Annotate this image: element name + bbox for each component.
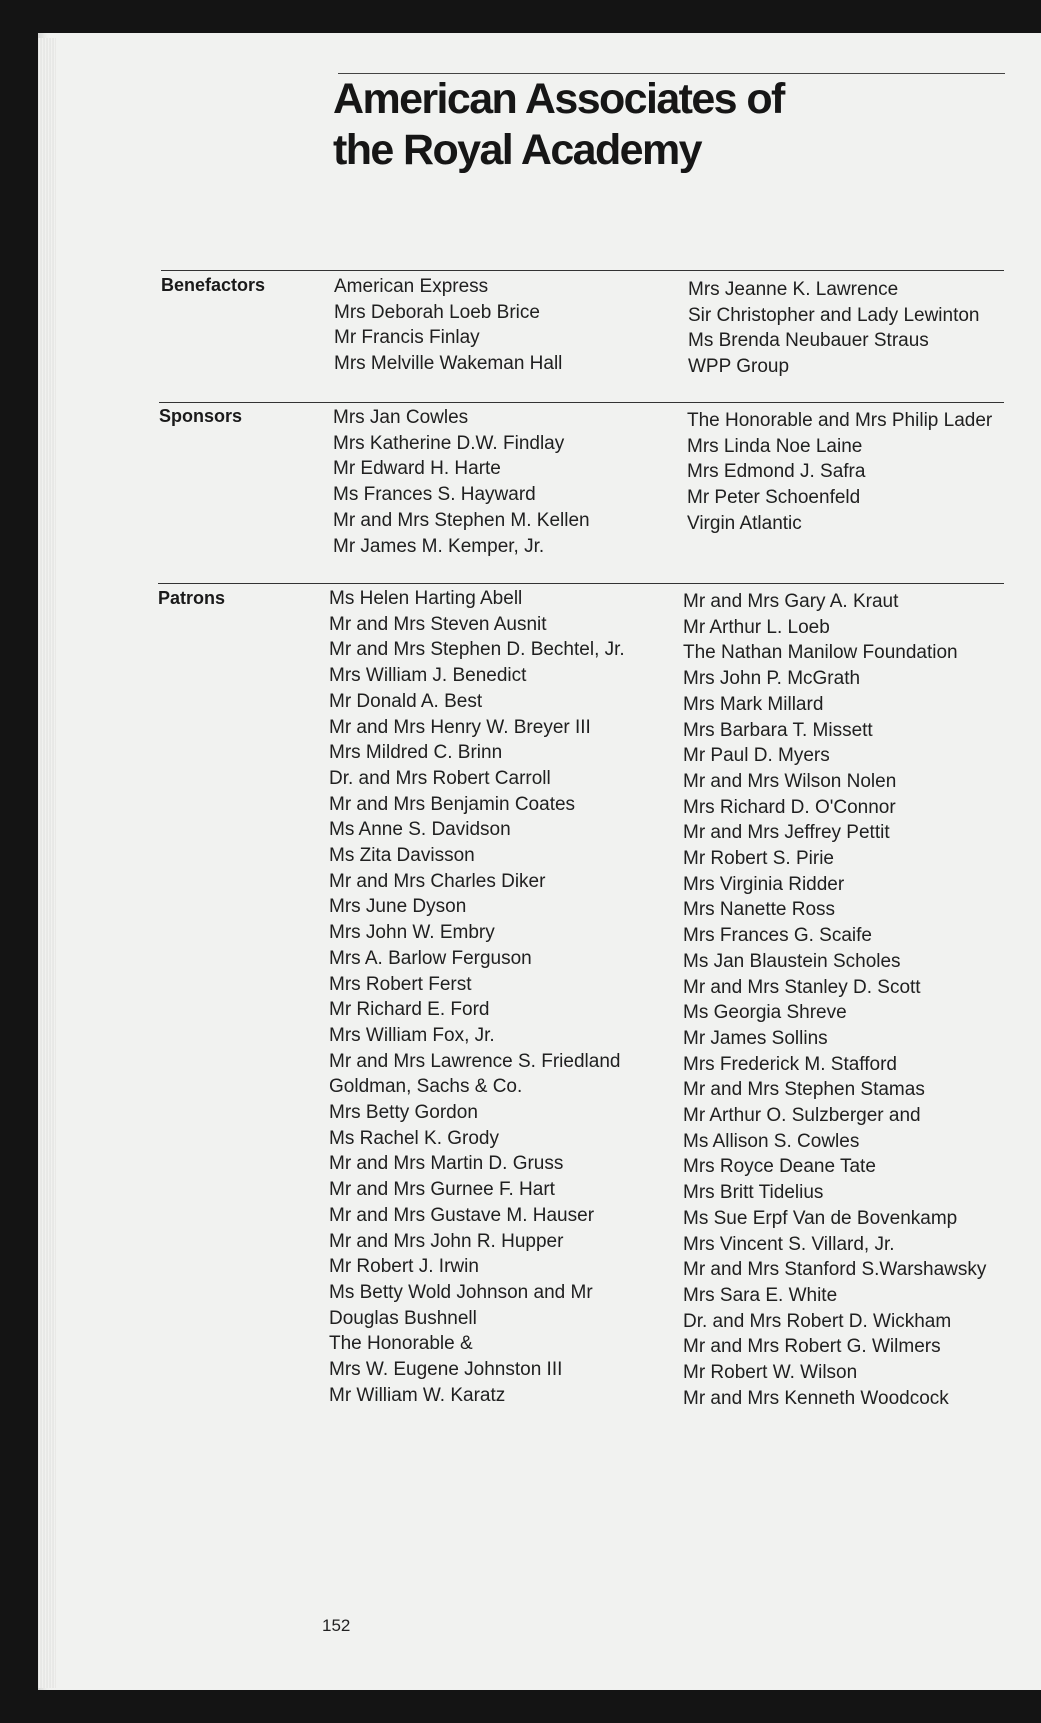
list-item: Mr and Mrs Stephen M. Kellen xyxy=(333,509,590,531)
page-edges xyxy=(38,38,56,1688)
list-item: Ms Allison S. Cowles xyxy=(683,1130,860,1152)
list-item: Mrs Katherine D.W. Findlay xyxy=(333,432,565,454)
list-item: Ms Zita Davisson xyxy=(329,845,475,867)
list-item: Mrs Mildred C. Brinn xyxy=(329,742,503,764)
list-item: Mr and Mrs Stanley D. Scott xyxy=(683,976,921,998)
list-item: Mr and Mrs Stephen Stamas xyxy=(683,1079,925,1101)
list-item: Mr Paul D. Myers xyxy=(683,745,830,767)
list-item: Mr and Mrs Henry W. Breyer III xyxy=(329,716,591,738)
list-item: Mrs Deborah Loeb Brice xyxy=(334,301,540,323)
sponsors-rule xyxy=(159,402,1004,403)
list-item: Ms Betty Wold Johnson and Mr xyxy=(329,1281,593,1303)
list-item: Mr and Mrs Robert G. Wilmers xyxy=(683,1336,941,1358)
patrons-right-column xyxy=(683,589,986,1412)
list-item: The Honorable & xyxy=(329,1333,473,1355)
patrons-label: Patrons xyxy=(158,588,226,608)
sponsors-left-column xyxy=(333,405,590,559)
benefactors-rule xyxy=(161,270,1004,271)
list-item: Mr and Mrs Charles Diker xyxy=(329,870,546,892)
list-item: Mr and Mrs Wilson Nolen xyxy=(683,770,897,792)
list-item: Mr and Mrs Gary A. Kraut xyxy=(683,591,899,612)
list-item: Mrs A. Barlow Ferguson xyxy=(329,947,532,969)
list-item: Ms Brenda Neubauer Straus xyxy=(688,330,929,352)
list-item: Mr and Mrs Jeffrey Pettit xyxy=(683,822,890,844)
list-item: Mrs Betty Gordon xyxy=(329,1102,478,1124)
list-item: WPP Group xyxy=(688,356,790,378)
list-item: Mr Francis Finlay xyxy=(334,327,480,349)
benefactors-label: Benefactors xyxy=(161,275,266,295)
list-item: Mr James Sollins xyxy=(683,1027,828,1049)
list-item: Mrs John W. Embry xyxy=(329,922,495,944)
list-item: Mrs Royce Deane Tate xyxy=(683,1156,876,1178)
list-item: Mrs Jan Cowles xyxy=(333,407,469,428)
list-item: Mr and Mrs Kenneth Woodcock xyxy=(683,1387,949,1409)
list-item: The Honorable and Mrs Philip Lader xyxy=(687,410,993,431)
list-item: Ms Frances S. Hayward xyxy=(333,484,536,506)
list-item: Mrs Frances G. Scaife xyxy=(683,925,872,947)
list-item: Mrs Melville Wakeman Hall xyxy=(334,353,563,375)
list-item: Douglas Bushnell xyxy=(329,1307,477,1329)
list-item: Mrs William J. Benedict xyxy=(329,665,527,687)
list-item: Mrs W. Eugene Johnston III xyxy=(329,1359,563,1381)
list-item: Virgin Atlantic xyxy=(687,512,802,534)
list-item: Ms Sue Erpf Van de Bovenkamp xyxy=(683,1207,958,1229)
list-item: Mrs Linda Noe Laine xyxy=(687,435,863,457)
page-title xyxy=(333,74,993,176)
patrons-rule xyxy=(158,583,1004,584)
patrons-left-column xyxy=(329,586,625,1409)
list-item: Mrs Mark Millard xyxy=(683,693,824,715)
list-item: Mr Robert W. Wilson xyxy=(683,1362,858,1384)
list-item: Mrs Robert Ferst xyxy=(329,973,472,995)
title-line-1: American Associates of xyxy=(333,75,784,123)
list-item: Mr and Mrs Gustave M. Hauser xyxy=(329,1204,595,1226)
list-item: Mr and Mrs Steven Ausnit xyxy=(329,613,547,635)
list-item: Ms Georgia Shreve xyxy=(683,1002,847,1024)
list-item: Mrs Nanette Ross xyxy=(683,899,836,921)
list-item: Mrs Sara E. White xyxy=(683,1284,838,1306)
sponsors-right-column xyxy=(687,408,992,537)
list-item: Mrs Barbara T. Missett xyxy=(683,719,873,741)
list-item: Mrs June Dyson xyxy=(329,896,467,918)
list-item: Mr and Mrs Gurnee F. Hart xyxy=(329,1179,555,1201)
list-item: Mrs Frederick M. Stafford xyxy=(683,1053,897,1075)
list-item: Mr and Mrs Martin D. Gruss xyxy=(329,1153,564,1175)
list-item: Ms Helen Harting Abell xyxy=(329,588,523,609)
list-item: Mr Peter Schoenfeld xyxy=(687,487,861,509)
list-item: Mr and Mrs John R. Hupper xyxy=(329,1230,564,1252)
list-item: Mrs John P. McGrath xyxy=(683,668,861,690)
list-item: Mr Donald A. Best xyxy=(329,690,483,712)
list-item: Ms Anne S. Davidson xyxy=(329,819,511,841)
list-item: Ms Rachel K. Grody xyxy=(329,1127,499,1149)
list-item: Mrs Edmond J. Safra xyxy=(687,461,866,483)
list-item: American Express xyxy=(334,276,489,297)
title-line-2: the Royal Academy xyxy=(333,126,701,174)
list-item: Sir Christopher and Lady Lewinton xyxy=(688,304,980,326)
list-item: Mr James M. Kemper, Jr. xyxy=(333,535,545,557)
list-item: Mr Richard E. Ford xyxy=(329,999,490,1021)
list-item: The Nathan Manilow Foundation xyxy=(683,642,958,664)
list-item: Mr and Mrs Stephen D. Bechtel, Jr. xyxy=(329,639,625,661)
list-item: Mrs Britt Tidelius xyxy=(683,1182,824,1204)
list-item: Ms Jan Blaustein Scholes xyxy=(683,950,901,972)
list-item: Mr Arthur O. Sulzberger and xyxy=(683,1105,921,1127)
list-item: Mr William W. Karatz xyxy=(329,1384,506,1406)
list-item: Dr. and Mrs Robert Carroll xyxy=(329,767,551,789)
list-item: Mr Edward H. Harte xyxy=(333,458,501,480)
list-item: Mr Arthur L. Loeb xyxy=(683,616,830,638)
list-item: Mrs Vincent S. Villard, Jr. xyxy=(683,1233,895,1255)
list-item: Mr Robert S. Pirie xyxy=(683,848,834,870)
list-item: Mrs Richard D. O'Connor xyxy=(683,796,896,818)
benefactors-right-column xyxy=(688,277,980,380)
list-item: Mrs Virginia Ridder xyxy=(683,873,845,895)
benefactors-left-column xyxy=(334,274,562,377)
list-item: Mr Robert J. Irwin xyxy=(329,1256,479,1278)
list-item: Mrs William Fox, Jr. xyxy=(329,1024,495,1046)
list-item: Mr and Mrs Benjamin Coates xyxy=(329,793,576,815)
sponsors-label: Sponsors xyxy=(159,406,243,426)
list-item: Mr and Mrs Lawrence S. Friedland xyxy=(329,1050,621,1072)
list-item: Mr and Mrs Stanford S.Warshawsky xyxy=(683,1259,987,1281)
list-item: Mrs Jeanne K. Lawrence xyxy=(688,279,899,300)
list-item: Dr. and Mrs Robert D. Wickham xyxy=(683,1310,952,1332)
list-item: Goldman, Sachs & Co. xyxy=(329,1076,523,1098)
page-number: 152 xyxy=(322,1616,351,1635)
